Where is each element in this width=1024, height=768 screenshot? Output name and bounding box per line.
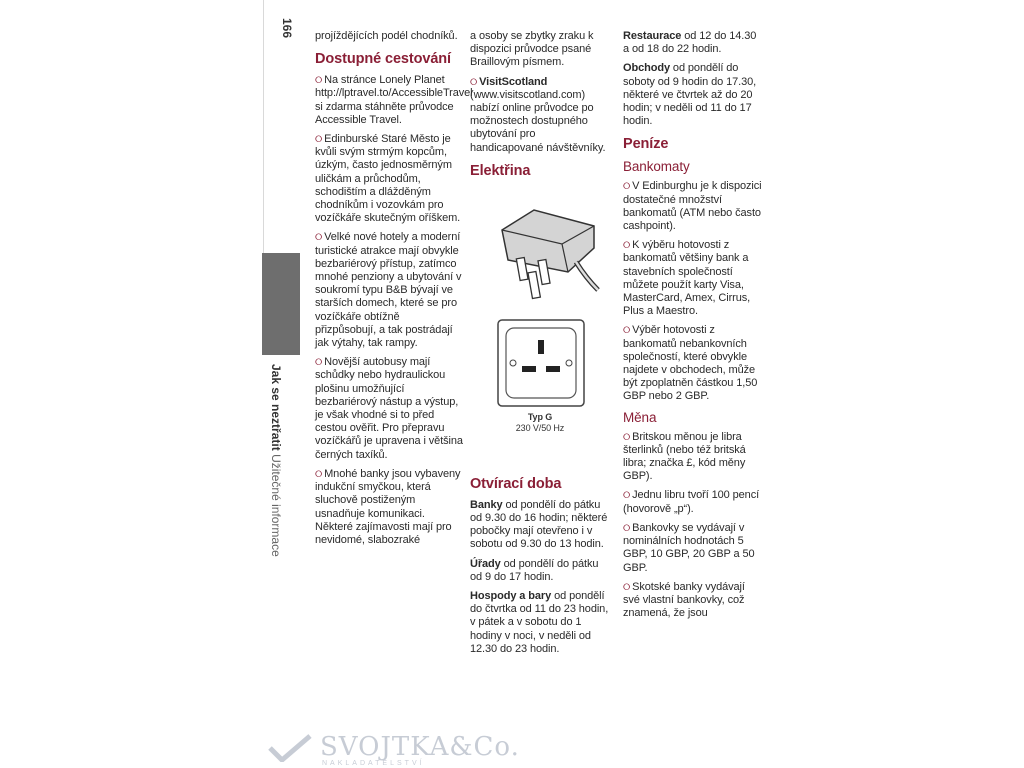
continued-text: a osoby se zbytky zraku k dispozici průvodce psané Braillovým písmem.: [470, 30, 594, 69]
bullet-icon: ⭘: [623, 325, 631, 336]
chapter-title: [269, 364, 283, 557]
publisher-watermark: [268, 728, 520, 768]
bullet-icon: ⭘: [315, 75, 323, 86]
bullet-icon: ⭘: [623, 522, 631, 533]
list-item: ⭘ Bankovky se vydávají v nominálních hodnotách 5 GBP, 10 GBP, 20 GBP a 50 GBP.: [623, 521, 755, 574]
bullet-icon: ⭘: [623, 581, 631, 592]
bullet-icon: ⭘: [623, 490, 631, 501]
heading-accessible-travel: Dostupné cestování: [315, 51, 451, 68]
socket-caption: [470, 412, 610, 434]
list-item: ⭘ Velké nové hotely a moderní turistické atrakce mají obvykle bezbariérový přístup, zatímco mnohé penziony a ubytování v soukromí typu B&B bývají ve starších domech, které se pro vozíčkáře obtížně přizpůsobují, a tak postrádají jak výtahy, tak rampy.: [315, 231, 462, 350]
visitscotland-label: VisitScotland: [479, 75, 548, 88]
socket-illustration: [496, 318, 586, 408]
bullet-icon: ⭘: [470, 76, 478, 87]
intro-text: projíždějících podél chodníků.: [315, 30, 458, 42]
list-item: ⭘ Výběr hotovosti z bankomatů nebankovních společností, které obvykle najdete v obchodech, může být zpoplatněn částkou 1,50 GBP nebo 2 GBP.: [623, 324, 758, 403]
list-item: ⭘ V Edinburghu je k dispozici dostatečné množství bankomatů (ATM nebo často cashpoint).: [623, 180, 762, 233]
column-3: [623, 30, 763, 626]
plug-icon: [482, 198, 612, 308]
chapter-title-light: Užitečné informace: [269, 454, 283, 557]
list-item: ⭘ Skotské banky vydávají své vlastní bankovky, což znamená, že jsou: [623, 580, 745, 620]
list-item: ⭘ Novější autobusy mají schůdky nebo hydraulickou plošinu umožňující bezbariérový nástup a výstup, je však vhodné si to před cestou ověřit. Pro přepravu vozíčkářů je upravena i většina černých taxíků.: [315, 356, 463, 461]
publisher-logo-icon: [268, 734, 312, 762]
subheading-currency: Měna: [623, 409, 657, 425]
hours-item: Obchody od pondělí do soboty od 9 hodin do 17.30, některé ve čtvrtek až do 20 hodin; v neděli od 11 do 17 hodin.: [623, 62, 757, 128]
bullet-icon: ⭘: [623, 431, 631, 442]
column-2: [470, 30, 610, 662]
subheading-atm: Bankomaty: [623, 159, 690, 175]
page-number: 166: [280, 18, 294, 39]
bullet-icon: ⭘: [315, 232, 323, 243]
bullet-icon: ⭘: [623, 240, 631, 251]
watermark-brand: SVOJTKA&Co.: [320, 732, 520, 762]
heading-electricity: Elektřina: [470, 162, 531, 179]
hours-item: Restaurace od 12 do 14.30 a od 18 do 22 hodin.: [623, 30, 757, 56]
chapter-title-bold: Jak se neztřatit: [269, 364, 283, 451]
bullet-icon: ⭘: [623, 181, 631, 192]
plug-illustration: [482, 198, 612, 308]
list-item: ⭘ Mnohé banky jsou vybaveny indukční smyčkou, která sluchově postiženým usnadňuje komunikaci. Některé zajímavosti mají pro nevidomé, slabozraké: [315, 467, 461, 546]
bullet-icon: ⭘: [315, 134, 323, 145]
hours-item: Hospody a bary od pondělí do čtvrtka od 11 do 23 hodin, v pátek a v sobotu do 1 hodiny v noci, v neděli od 12.30 do 23 hodin.: [470, 590, 609, 655]
list-item: ⭘ Jednu libru tvoří 100 pencí (hovorově „p“).: [623, 489, 760, 515]
socket-spec: 230 V/50 Hz: [515, 422, 565, 433]
watermark-sub: NAKLADATELSTVÍ: [322, 760, 425, 767]
sidebar: [262, 0, 300, 768]
bullet-icon: ⭘: [315, 468, 323, 479]
heading-money: Peníze: [623, 136, 669, 153]
list-item: ⭘ Edinburské Staré Město je kvůli svým strmým kopcům, úzkým, často jednosměrným uličkám a průchodům, schodištím a dlážděným chodníkům i vozovkám pro vozíčkáře skutečným oříškem.: [315, 133, 461, 225]
hours-item: Banky od pondělí do pátku od 9.30 do 16 hodin; některé pobočky mají otevřeno i v sobotu od 9.30 do 13 hodin.: [470, 498, 608, 551]
list-item: ⭘ VisitScotland (www.visitscotland.com) nabízí online průvodce po možnostech dostupného ubytování pro handicapované návštěvníky.: [470, 75, 606, 154]
list-item: ⭘ K výběru hotovosti z bankomatů většiny bank a stavebních společností můžete použít karty Visa, MasterCard, Amex, Cirrus, Plus a Maestro.: [623, 239, 751, 318]
hours-item: Úřady od pondělí do pátku od 9 do 17 hodin.: [470, 557, 599, 583]
heading-opening-hours: Otvírací doba: [470, 475, 562, 492]
column-1: [315, 30, 473, 553]
socket-type: Typ G: [527, 411, 553, 422]
chapter-tab: [262, 253, 300, 355]
bullet-icon: ⭘: [315, 357, 323, 368]
list-item: ⭘ Britskou měnou je libra šterlinků (nebo též britská libra; značka £, kód měny GBP).: [623, 430, 746, 483]
list-item: ⭘ Na stránce Lonely Planet http://lptravel.to/AccessibleTravel si zdarma stáhněte průvodce Accessible Travel.: [315, 74, 473, 126]
socket-icon: [496, 318, 586, 408]
sidebar-divider: [263, 0, 264, 253]
